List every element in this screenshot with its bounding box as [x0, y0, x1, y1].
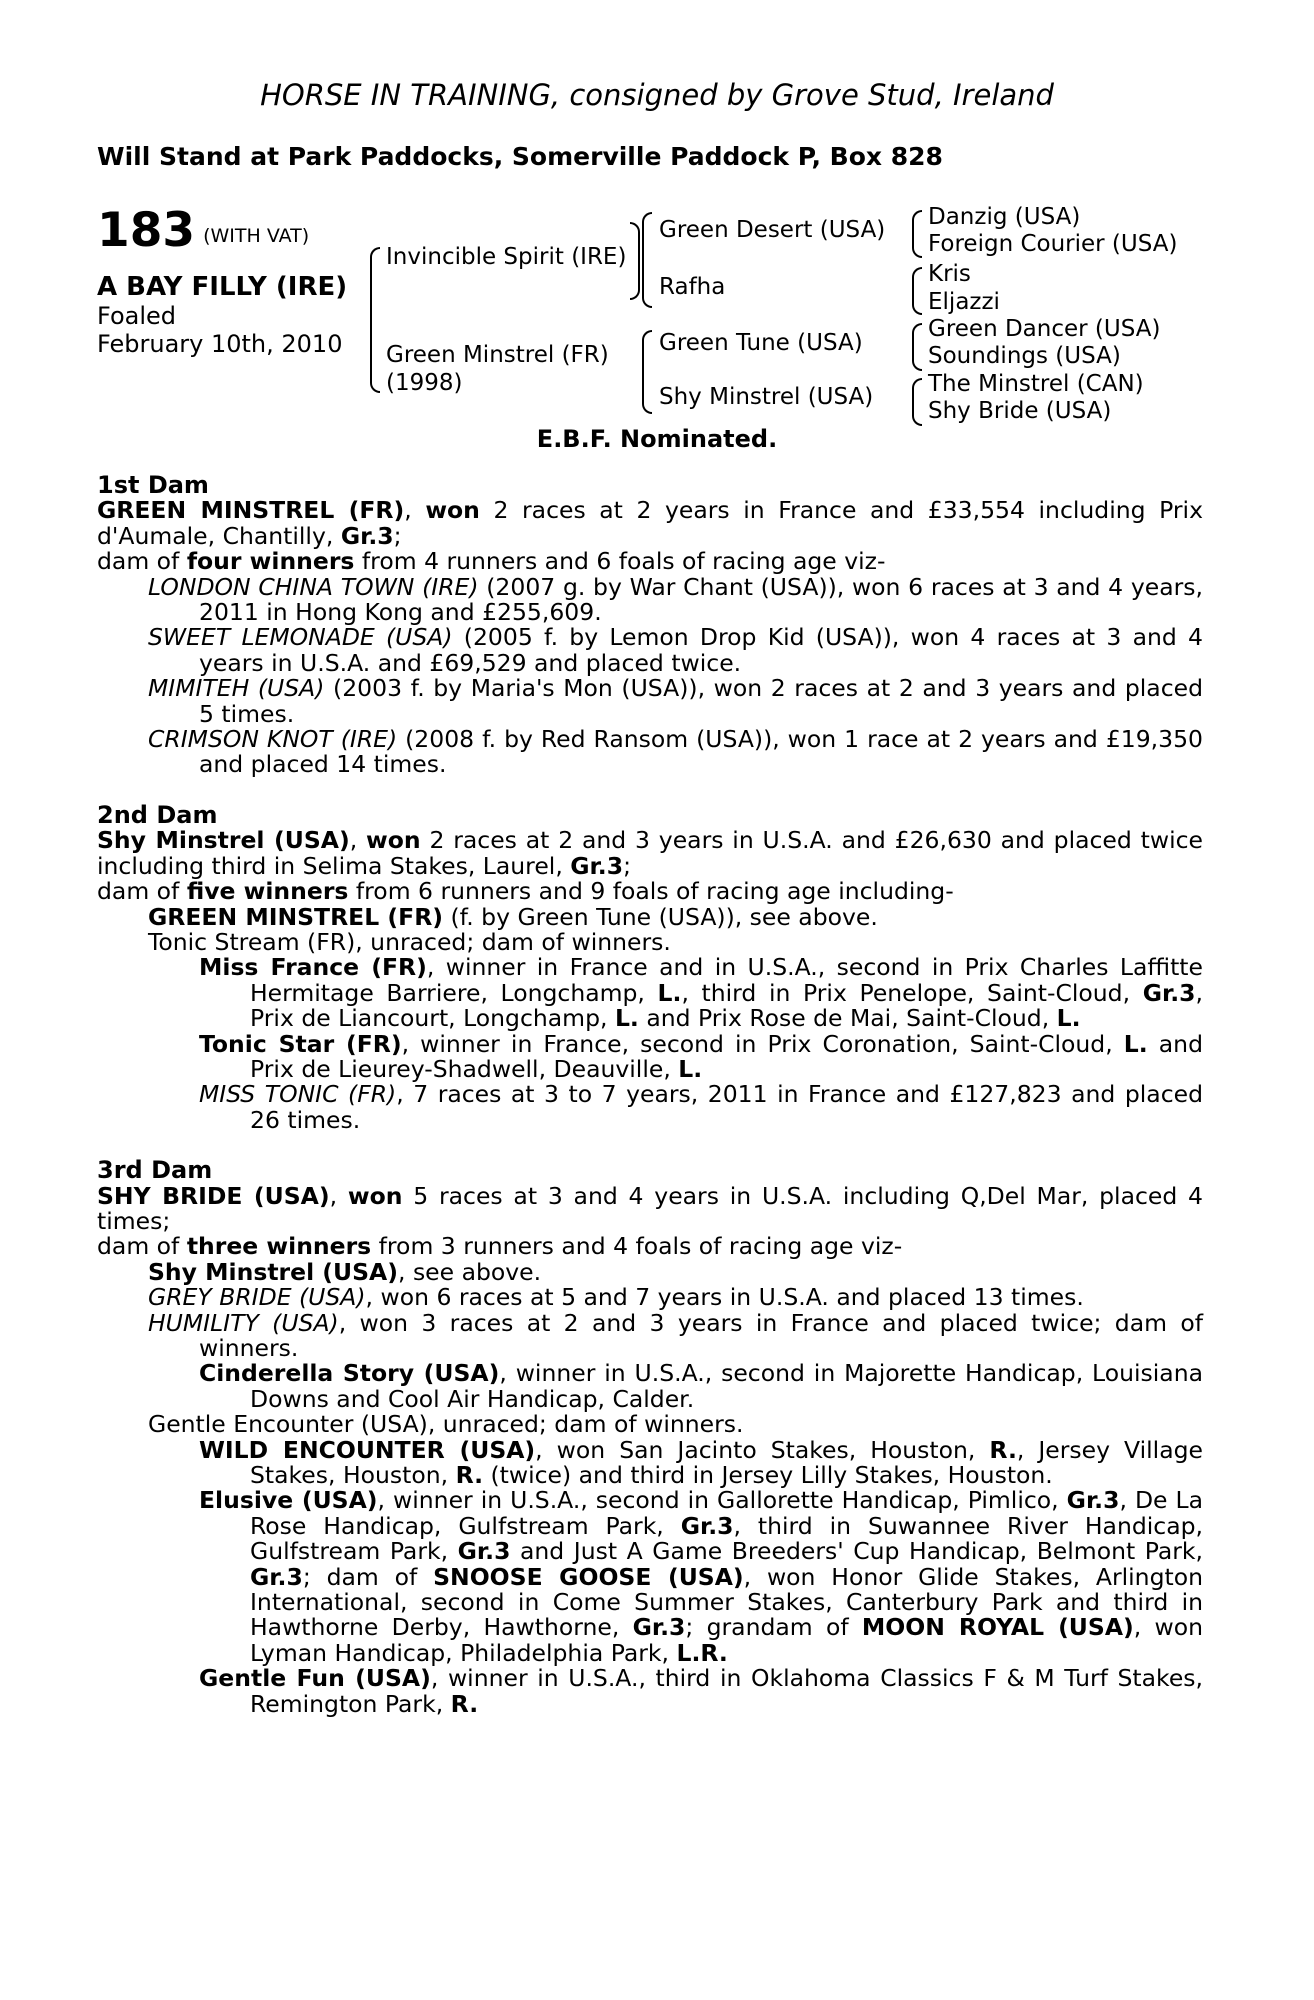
brace-main	[370, 247, 380, 393]
ped-dd-sire: The Minstrel (CAN)	[928, 371, 1144, 397]
foaled-date: February 10th, 2010	[97, 330, 343, 358]
lot-name: A BAY FILLY (IRE)	[97, 272, 348, 302]
list-item: Tonic Star (FR), winner in France, second in Prix Coronation, Saint-Cloud, L. and Prix de Lieurey-Shadwell, Deauville, L.	[199, 1029, 1203, 1083]
lot-number: 183	[97, 203, 196, 258]
list-item: GREY BRIDE (USA), won 6 races at 5 and 7 years in U.S.A. and placed 13 times.	[148, 1283, 1084, 1312]
catalogue-body	[97, 473, 1203, 1742]
ped-sd-dam: Eljazzi	[928, 289, 1000, 315]
ped-dd-dam: Shy Bride (USA)	[928, 398, 1112, 424]
list-item: WILD ENCOUNTER (USA), won San Jacinto Stakes, Houston, R., Jersey Village Stakes, Houston, R. (twice) and third in Jersey Lilly Stakes, Houston.	[199, 1435, 1203, 1490]
ped-sire-dam: Rafha	[659, 274, 726, 300]
brace-gen3-2	[912, 267, 922, 315]
brace-sire-right	[630, 222, 640, 300]
list-item: Cinderella Story (USA), winner in U.S.A., second in Majorette Handicap, Louisiana Downs and Cool Air Handicap, Calder.	[199, 1359, 1203, 1413]
first-dam-record: GREEN MINSTREL (FR), won 2 races at 2 years in France and £33,554 including Prix d'Aumale, Chantilly, Gr.3;	[97, 496, 1203, 550]
ped-sd-sire: Kris	[928, 261, 971, 287]
lot-number-block	[97, 205, 309, 257]
third-dam-name: SHY BRIDE (USA)	[97, 1181, 330, 1210]
list-item: Gentle Encounter (USA), unraced; dam of winners.	[148, 1410, 744, 1439]
vat-label: (WITH VAT)	[203, 225, 310, 247]
first-dam-produce: dam of four winners from 4 runners and 6 foals of racing age viz-	[97, 547, 886, 576]
ped-ds-sire: Green Dancer (USA)	[928, 316, 1161, 342]
list-item: MISS TONIC (FR), 7 races at 3 to 7 years, 2011 in France and £127,823 and placed 26 times.	[199, 1080, 1203, 1134]
list-item: Shy Minstrel (USA), see above.	[148, 1257, 542, 1286]
ped-ds-dam: Soundings (USA)	[928, 343, 1121, 369]
first-dam-header: 1st Dam	[97, 471, 209, 499]
ped-ss-sire: Danzig (USA)	[928, 204, 1081, 230]
second-dam-record: Shy Minstrel (USA), won 2 races at 2 and 3 years in U.S.A. and £26,630 and placed twice including third in Selima Stakes, Laurel, Gr.3;	[97, 826, 1203, 880]
list-item: Miss France (FR), winner in France and in U.S.A., second in Prix Charles Laffitte Hermitage Barriere, Longchamp, L., third in Prix Penelope, Saint-Cloud, Gr.3, Prix de Liancourt, Longchamp, L. and Prix Rose de Mai, Saint-Cloud, L.	[199, 953, 1203, 1033]
list-item: Tonic Stream (FR), unraced; dam of winners.	[148, 927, 671, 956]
list-item: MIMITEH (USA) (2003 f. by Maria's Mon (USA)), won 2 races at 2 and 3 years and placed 5 times.	[148, 674, 1203, 728]
first-dam-section	[97, 473, 1203, 778]
page-heading: HORSE IN TRAINING, consigned by Grove Stud, Ireland	[260, 78, 1054, 112]
ped-sire-sire: Green Desert (USA)	[659, 217, 886, 243]
second-dam-header: 2nd Dam	[97, 800, 218, 829]
list-item: GREEN MINSTREL (FR) (f. by Green Tune (USA)), see above.	[148, 902, 878, 931]
foaled-label: Foaled	[97, 302, 177, 330]
ped-dam-dam: Shy Minstrel (USA)	[659, 384, 874, 410]
list-item: HUMILITY (USA), won 3 races at 2 and 3 years in France and placed twice; dam of winners.	[148, 1308, 1204, 1362]
stand-location: Will Stand at Park Paddocks, Somerville Paddock P, Box 828	[97, 142, 943, 171]
ebf-nominated: E.B.F. Nominated.	[536, 425, 778, 453]
third-dam-header: 3rd Dam	[97, 1156, 213, 1185]
brace-sire-parents	[642, 212, 652, 308]
list-item: Elusive (USA), winner in U.S.A., second in Gallorette Handicap, Pimlico, Gr.3, De La Rose Handicap, Gulfstream Park, Gr.3, third in Suwannee River Handicap, Gulfstream Park, Gr.3 and Just A Game Breeders' Cup Handicap, Belmont Park, Gr.3; dam of SNOOSE GOOSE (USA), won Honor Glide Stakes, Arlington International, second in Come Summer Stakes, Canterbury Park and third in Hawthorne Derby, Hawthorne, Gr.3; grandam of MOON ROYAL (USA), won Lyman Handicap, Philadelphia Park, L.R.	[199, 1486, 1204, 1667]
second-dam-section	[97, 800, 1203, 1134]
brace-gen3-3	[912, 323, 922, 371]
list-item: CRIMSON KNOT (IRE) (2008 f. by Red Ransom (USA)), won 1 race at 2 years and £19,350 and placed 14 times.	[148, 725, 1203, 779]
second-dam-produce: dam of five winners from 6 runners and 9 foals of racing age including-	[97, 877, 954, 906]
ped-ss-dam: Foreign Courier (USA)	[928, 231, 1178, 257]
third-dam-section	[97, 1158, 1203, 1717]
brace-gen3-1	[912, 210, 922, 258]
brace-gen3-4	[912, 378, 922, 426]
list-item: SWEET LEMONADE (USA) (2005 f. by Lemon Drop Kid (USA)), won 4 races at 3 and 4 years in U.S.A. and £69,529 and placed twice.	[148, 623, 1203, 677]
ped-dam-year: (1998)	[386, 370, 463, 396]
ped-dam: Green Minstrel (FR)	[386, 342, 609, 368]
third-dam-record: SHY BRIDE (USA), won 5 races at 3 and 4 years in U.S.A. including Q,Del Mar, placed 4 times;	[97, 1181, 1204, 1235]
list-item: LONDON CHINA TOWN (IRE) (2007 g. by War Chant (USA)), won 6 races at 3 and 4 years, 2011 in Hong Kong and £255,609.	[148, 572, 1203, 627]
second-dam-name: Shy Minstrel (USA)	[97, 826, 350, 855]
list-item: Gentle Fun (USA), winner in U.S.A., third in Oklahoma Classics F & M Turf Stakes, Remington Park, R.	[199, 1664, 1203, 1718]
first-dam-name: GREEN MINSTREL (FR)	[97, 496, 405, 525]
third-dam-produce: dam of three winners from 3 runners and 4 foals of racing age viz-	[97, 1232, 903, 1261]
brace-dam-parents	[642, 330, 652, 414]
ped-sire: Invincible Spirit (IRE)	[386, 244, 627, 270]
ped-dam-sire: Green Tune (USA)	[659, 330, 863, 356]
